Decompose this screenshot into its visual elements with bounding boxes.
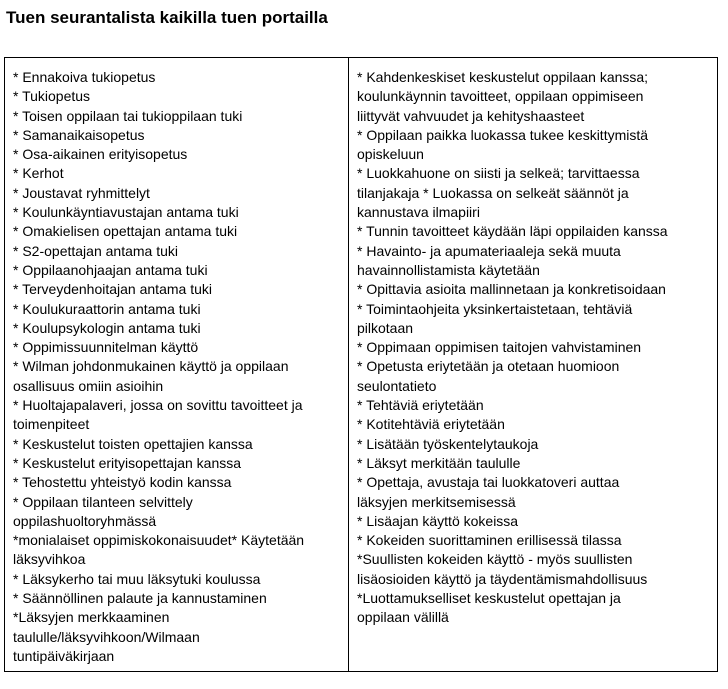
table-line: *Luottamukselliset keskustelut opettajan ja (357, 590, 621, 607)
table-line: * Läksyt merkitään taululle (357, 454, 521, 471)
table-line: * Luokkahuone on siisti ja selkeä; tarvittaessa (357, 165, 640, 182)
table-line: * Läksykerho tai muu läksytuki koulussa (13, 570, 261, 587)
table-line: *Suullisten kokeiden käyttö - myös suullisten (357, 551, 633, 568)
support-table (4, 57, 718, 672)
table-line: * Toimintaohjeita yksinkertaistetaan, tehtäviä (357, 300, 633, 317)
table-line: * Toisen oppilaan tai tukioppilaan tuki (13, 107, 243, 124)
table-line: * Oppilaanohjaajan antama tuki (13, 261, 208, 278)
table-line: opiskeluun (357, 146, 424, 163)
table-line: * Opettaja, avustaja tai luokkatoveri auttaa (357, 474, 620, 491)
table-line: läksyvihkoa (13, 551, 86, 568)
table-line: * Kotitehtäviä eriytetään (357, 416, 505, 433)
table-line: havainnollistamista käytetään (357, 261, 540, 278)
table-line: * Havainto- ja apumateriaaleja sekä muuta (357, 242, 621, 259)
table-line: * Lisätään työskentelytaukoja (357, 435, 539, 452)
table-line: * Kokeiden suorittaminen erillisessä tilassa (357, 532, 622, 549)
table-line: toimenpiteet (13, 416, 90, 433)
table-line: taululle/läksyvihkoon/Wilmaan (13, 628, 200, 645)
table-line: *Läksyjen merkkaaminen (13, 609, 170, 626)
table-line: * Oppilaan tilanteen selvittely (13, 493, 193, 510)
table-line: kannustava ilmapiiri (357, 204, 480, 221)
table-line: * Tehtäviä eriytetään (357, 397, 484, 414)
table-line: * Samanaikaisopetus (13, 126, 145, 143)
table-line: * Tehostettu yhteistyö kodin kanssa (13, 474, 232, 491)
table-line: * Tukiopetus (13, 88, 91, 105)
table-line: * Opittavia asioita mallinnetaan ja konkretisoidaan (357, 281, 666, 298)
table-line: * Lisäajan käyttö kokeissa (357, 512, 519, 529)
table-line: seulontatieto (357, 377, 437, 394)
table-line: * Tunnin tavoitteet käydään läpi oppilaiden kanssa (357, 223, 668, 240)
table-line: *monialaiset oppimiskokonaisuudet* Käytetään (13, 532, 305, 549)
table-line: liittyvät vahvuudet ja kehityshaasteet (357, 107, 585, 124)
table-line: oppilashuoltoryhmässä (13, 512, 157, 529)
table-line: * Huoltajapalaveri, jossa on sovittu tavoitteet ja (13, 397, 303, 414)
table-line: * Keskustelut toisten opettajien kanssa (13, 435, 253, 452)
document-title: Tuen seurantalista kaikilla tuen portailla (6, 8, 328, 27)
table-line: oppilaan välillä (357, 609, 449, 626)
table-line: * Oppimaan oppimisen taitojen vahvistaminen (357, 339, 642, 356)
table-line: * Koulunkäyntiavustajan antama tuki (13, 204, 239, 221)
table-line: * Terveydenhoitajan antama tuki (13, 281, 212, 298)
table-line: * Osa-aikainen erityisopetus (13, 146, 188, 163)
table-line: osallisuus omiin asioihin (13, 377, 164, 394)
right-column (349, 58, 717, 671)
table-line: koulunkäynnin tavoitteet, oppilaan oppimiseen (357, 88, 644, 105)
table-line: * Wilman johdonmukainen käyttö ja oppilaan (13, 358, 289, 375)
table-line: * Keskustelut erityisopettajan kanssa (13, 454, 242, 471)
table-line: * Opetusta eriytetään ja otetaan huomioon (357, 358, 620, 375)
table-line: * Kahdenkeskiset keskustelut oppilaan kanssa; (357, 69, 649, 85)
table-line: lisäosioiden käyttö ja täydentämismahdollisuus (357, 570, 648, 587)
table-line: * Ennakoiva tukiopetus (13, 69, 156, 85)
left-column (5, 58, 349, 671)
table-line: * Säännöllinen palaute ja kannustaminen (13, 590, 267, 607)
table-line: * Koulupsykologin antama tuki (13, 319, 201, 336)
table-line: läksyjen merkitsemisessä (357, 493, 516, 510)
table-line: * Joustavat ryhmittelyt (13, 184, 150, 201)
table-line: * Koulukuraattorin antama tuki (13, 300, 201, 317)
table-line: * Kerhot (13, 165, 64, 182)
table-line: * Omakielisen opettajan antama tuki (13, 223, 238, 240)
table-line: pilkotaan (357, 319, 414, 336)
table-line: tuntipäiväkirjaan (13, 647, 115, 664)
table-line: tilanjakaja * Luokassa on selkeät säännöt ja (357, 184, 629, 201)
table-line: * Oppilaan paikka luokassa tukee keskittymistä (357, 126, 649, 143)
table-line: * S2-opettajan antama tuki (13, 242, 178, 259)
table-line: * Oppimissuunnitelman käyttö (13, 339, 199, 356)
